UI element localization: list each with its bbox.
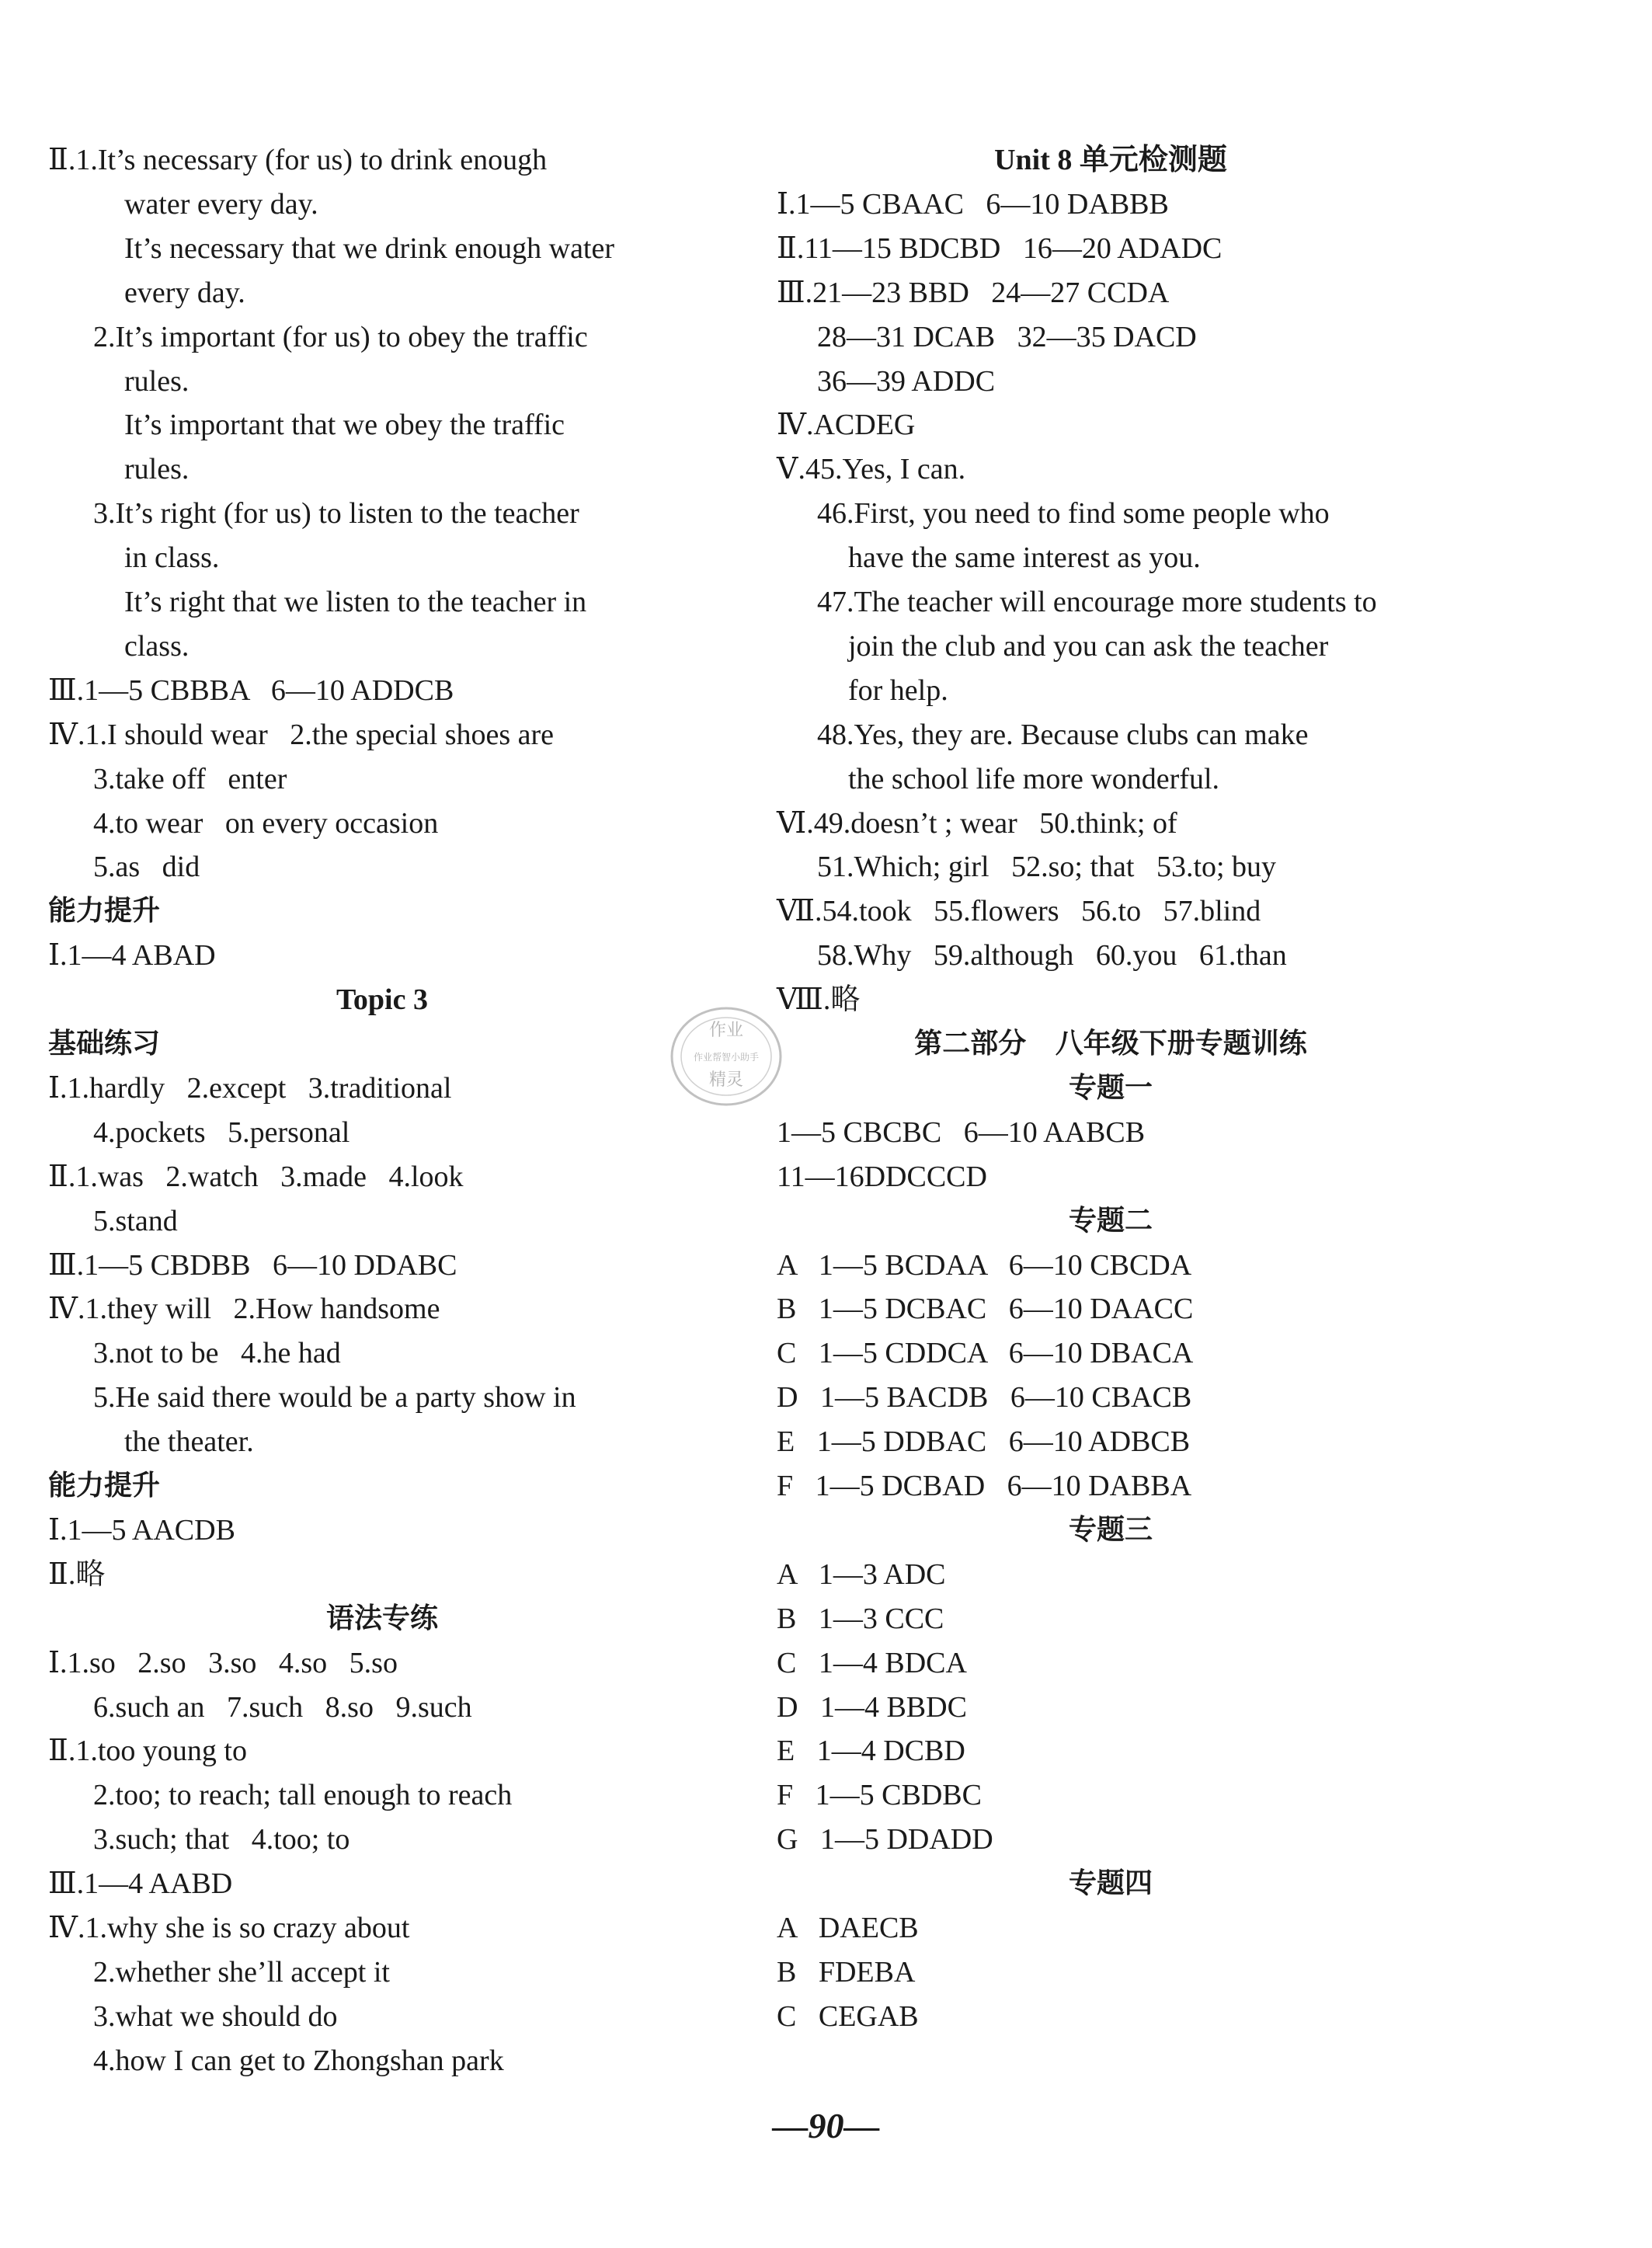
left-answer-line: Ⅰ.1.so 2.so 3.so 4.so 5.so	[48, 1646, 398, 1679]
right-section-title: 专题四	[1068, 1867, 1153, 1900]
left-answer-line: Ⅳ.1.why she is so crazy about	[48, 1912, 410, 1944]
right-answer-line: 51.Which; girl 52.so; that 53.to; buy	[817, 851, 1277, 884]
left-section-heading: 能力提升	[48, 1470, 161, 1502]
left-answer-line: 5.as did	[93, 851, 200, 884]
left-answer-line: 2.too; to reach; tall enough to reach	[93, 1779, 513, 1812]
left-answer-line: 2.whether she’ll accept it	[93, 1955, 390, 1989]
right-answer-line: the school life more wonderful.	[848, 762, 1220, 795]
left-answer-line: rules.	[124, 453, 190, 486]
right-answer-line: A DAECB	[777, 1912, 919, 1944]
right-section-title: Unit 8 单元检测题	[994, 144, 1227, 176]
left-answer-line: Ⅰ.1.hardly 2.except 3.traditional	[48, 1071, 452, 1105]
right-answer-line: Ⅴ.45.Yes, I can.	[777, 453, 966, 486]
right-answer-line: Ⅶ.54.took 55.flowers 56.to 57.blind	[777, 895, 1261, 928]
right-section-title: 专题二	[1068, 1204, 1153, 1237]
right-answer-line: B 1—5 DCBAC 6—10 DAACC	[777, 1293, 1194, 1326]
left-answer-line: Ⅰ.1—4 ABAD	[48, 939, 216, 973]
left-answer-line: class.	[124, 629, 190, 663]
right-answer-line: Ⅷ.略	[777, 983, 861, 1017]
left-answer-line: Ⅱ.1.was 2.watch 3.made 4.look	[48, 1160, 464, 1193]
left-answer-line: Ⅳ.1.they will 2.How handsome	[48, 1293, 440, 1326]
right-answer-line: 48.Yes, they are. Because clubs can make	[817, 718, 1309, 751]
right-answer-line: A 1—5 BCDAA 6—10 CBCDA	[777, 1248, 1192, 1282]
right-answer-line: D 1—5 BACDB 6—10 CBACB	[777, 1381, 1192, 1415]
right-answer-line: have the same interest as you.	[848, 541, 1201, 575]
left-answer-line: Ⅲ.1—4 AABD	[48, 1867, 233, 1901]
left-answer-line: 3.such; that 4.too; to	[93, 1823, 350, 1857]
left-answer-line: every day.	[124, 276, 245, 309]
left-answer-line: rules.	[124, 364, 190, 398]
right-answer-line: Ⅵ.49.doesn’t ; wear 50.think; of	[777, 806, 1177, 840]
right-answer-line: E 1—4 DCBD	[777, 1735, 965, 1768]
right-answer-line: B FDEBA	[777, 1955, 916, 1989]
right-answer-line: C 1—5 CDDCA 6—10 DBACA	[777, 1337, 1194, 1370]
left-section-title: 语法专练	[325, 1602, 438, 1634]
page-number: —90—	[772, 2106, 880, 2145]
left-answer-line: It’s important that we obey the traffic	[124, 409, 565, 442]
right-answer-line: F 1—5 DCBAD 6—10 DABBA	[777, 1470, 1192, 1502]
right-answer-line: A 1—3 ADC	[777, 1557, 946, 1591]
right-answer-line: 11—16DDCCCD	[777, 1160, 987, 1193]
right-answer-line: 28—31 DCAB 32—35 DACD	[817, 320, 1197, 353]
right-answer-line: E 1—5 DDBAC 6—10 ADBCB	[777, 1425, 1191, 1459]
right-answer-line: Ⅰ.1—5 CBAAC 6—10 DABBB	[777, 187, 1169, 221]
left-answer-line: It’s right that we listen to the teacher in	[124, 586, 587, 618]
right-answer-line: C CEGAB	[777, 1999, 919, 2033]
left-answer-line: 3.take off enter	[93, 762, 287, 795]
right-answer-line: C 1—4 BDCA	[777, 1646, 967, 1679]
left-answer-line: 5.stand	[93, 1204, 178, 1237]
right-section-title: 专题一	[1068, 1071, 1153, 1104]
right-answer-line: Ⅲ.21—23 BBD 24—27 CCDA	[777, 276, 1170, 309]
left-answer-line: 2.It’s important (for us) to obey the traffic	[93, 320, 588, 353]
left-answer-line: 4.how I can get to Zhongshan park	[93, 2044, 504, 2077]
left-section-heading: 基础练习	[48, 1028, 161, 1060]
left-answer-line: It’s necessary that we drink enough water	[124, 231, 615, 265]
right-answer-line: Ⅳ.ACDEG	[777, 409, 916, 442]
left-answer-line: water every day.	[124, 187, 318, 221]
left-answer-line: Ⅱ.略	[48, 1557, 106, 1591]
right-answer-line: G 1—5 DDADD	[777, 1823, 993, 1857]
left-answer-line: in class.	[124, 541, 220, 575]
left-section-heading: 能力提升	[48, 895, 161, 927]
left-answer-line: Ⅲ.1—5 CBBBA 6—10 ADDCB	[48, 673, 454, 707]
left-answer-line: Ⅱ.1.It’s necessary (for us) to drink enough	[48, 144, 548, 176]
right-answer-line: 36—39 ADDC	[817, 364, 996, 398]
watermark-middle-label: 作业帮智小助手	[693, 1052, 760, 1063]
watermark-bottom-label: 精灵	[708, 1070, 744, 1090]
right-answer-line: join the club and you can ask the teacher	[848, 629, 1329, 663]
left-answer-line: 4.to wear on every occasion	[93, 806, 439, 840]
left-answer-line: 5.He said there would be a party show in	[93, 1381, 576, 1415]
left-answer-line: 3.what we should do	[93, 1999, 338, 2033]
left-section-title: Topic 3	[336, 983, 428, 1017]
right-answer-line: 58.Why 59.although 60.you 61.than	[817, 939, 1287, 973]
right-answer-line: 47.The teacher will encourage more students to	[817, 586, 1377, 618]
right-answer-line: 46.First, you need to find some people who	[817, 497, 1330, 531]
right-answer-line: B 1—3 CCC	[777, 1602, 944, 1635]
left-answer-line: Ⅱ.1.too young to	[48, 1735, 247, 1768]
right-answer-line: F 1—5 CBDBC	[777, 1779, 982, 1812]
left-answer-line: 3.It’s right (for us) to listen to the teacher	[93, 497, 579, 531]
left-answer-line: 3.not to be 4.he had	[93, 1337, 341, 1370]
left-answer-line: 6.such an 7.such 8.so 9.such	[93, 1690, 472, 1724]
left-answer-line: 4.pockets 5.personal	[93, 1115, 350, 1149]
right-section-title: 第二部分 八年级下册专题训练	[914, 1028, 1307, 1060]
left-answer-line: Ⅰ.1—5 AACDB	[48, 1513, 235, 1547]
right-answer-line: Ⅱ.11—15 BDCBD 16—20 ADADC	[777, 231, 1222, 265]
right-answer-line: D 1—4 BBDC	[777, 1690, 967, 1724]
right-answer-line: for help.	[848, 673, 948, 707]
right-answer-line: 1—5 CBCBC 6—10 AABCB	[777, 1115, 1146, 1149]
watermark-top-label: 作业	[708, 1021, 744, 1040]
left-answer-line: Ⅲ.1—5 CBDBB 6—10 DDABC	[48, 1248, 457, 1282]
right-section-title: 专题三	[1068, 1513, 1153, 1546]
watermark-stamp	[664, 998, 788, 1115]
left-answer-line: Ⅳ.1.I should wear 2.the special shoes are	[48, 718, 555, 751]
left-answer-line: the theater.	[124, 1425, 254, 1459]
